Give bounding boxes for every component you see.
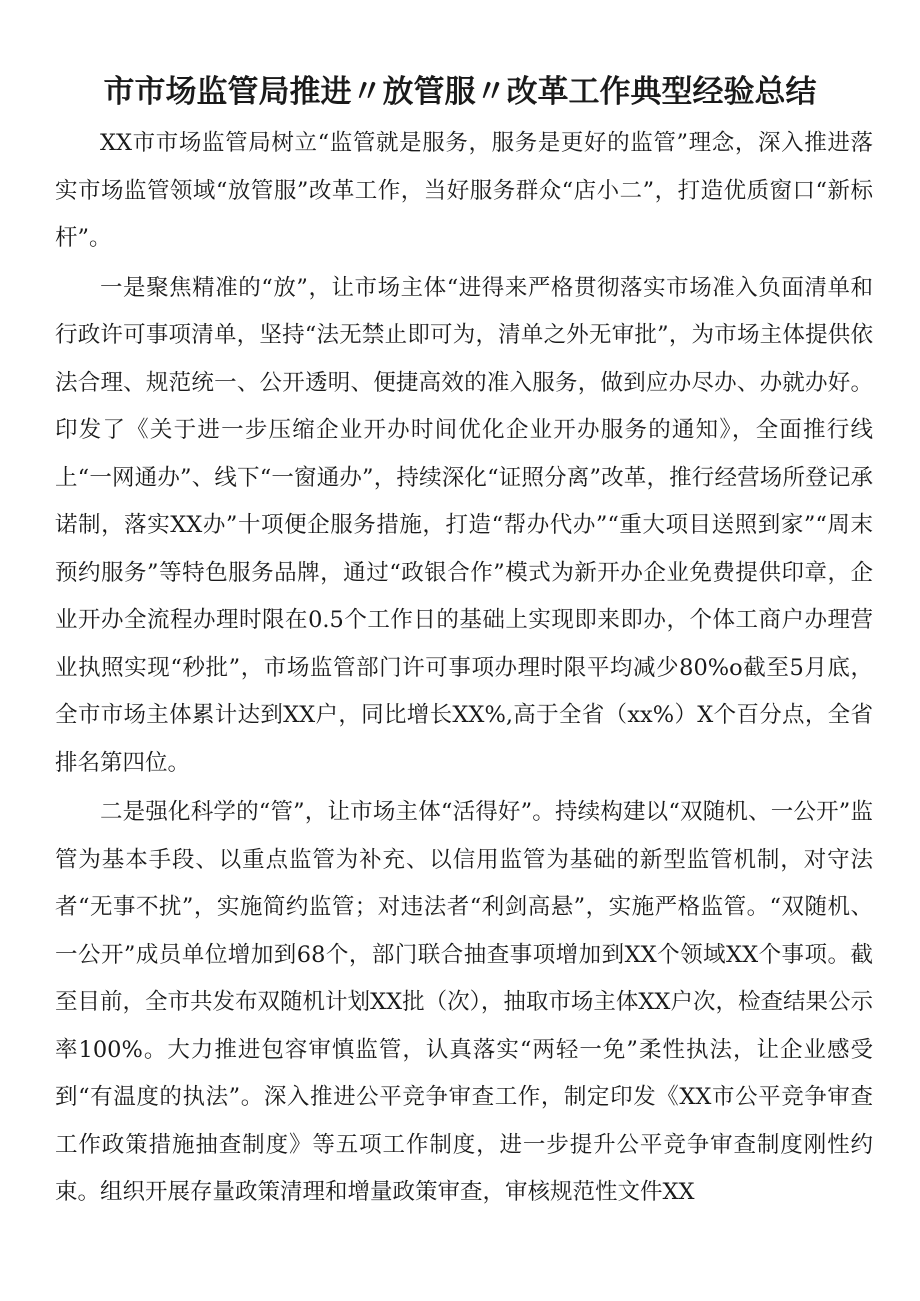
document-title: 市市场监管局推进〃放管服〃改革工作典型经验总结 <box>103 74 817 110</box>
paragraph-intro: XX市市场监管局树立“监管就是服务，服务是更好的监管”理念，深入推进落实市场监管领域“放管服”改革工作，当好服务群众“店小二”，打造优质窗口“新标杆”。 <box>55 130 873 251</box>
paragraph-guan: 二是强化科学的“管”，让市场主体“活得好”。持续构建以“双随机、一公开”监管为基本手段、以重点监管为补充、以信用监管为基础的新型监管机制，对守法者“无事不扰”，实施简约监管；对违法者“利剑高悬”，实施严格监管。“双随机、一公开”成员单位增加到68个，部门联合抽查事项增加到XX个领域XX个事项。截至目前，全市共发布双随机计划XX批（次），抽取市场主体XX户次，检查结果公示率100%。大力推进包容审慎监管，认真落实“两轻一免”柔性执法，让企业感受到“有温度的执法”。深入推进公平竞争审查工作，制定印发《XX市公平竞争审查工作政策措施抽查制度》等五项工作制度，进一步提升公平竞争审查制度刚性约束。组织开展存量政策清理和增量政策审查，审核规范性文件XX <box>55 799 873 1205</box>
paragraph-fang: 一是聚焦精准的“放”，让市场主体“进得来严格贯彻落实市场准入负面清单和行政许可事项清单，坚持“法无禁止即可为，清单之外无审批”，为市场主体提供依法合理、规范统一、公开透明、便捷高效的准入服务，做到应办尽办、办就办好。印发了《关于进一步压缩企业开办时间优化企业开办服务的通知》，全面推行线上“一网通办”、线下“一窗通办”，持续深化“证照分离”改革，推行经营场所登记承诺制，落实XX办”十项便企服务措施，打造“帮办代办”“重大项目送照到家”“周末预约服务”等特色服务品牌，通过“政银合作”模式为新开办企业免费提供印章，企业开办全流程办理时限在0.5个工作日的基础上实现即来即办，个体工商户办理营业执照实现“秒批”，市场监管部门许可事项办理时限平均减少80%o截至5月底，全市市场主体累计达到XX户，同比增长XX%,高于全省（xx%）X个百分点，全省排名第四位。 <box>55 274 873 776</box>
document-body <box>55 120 873 1219</box>
